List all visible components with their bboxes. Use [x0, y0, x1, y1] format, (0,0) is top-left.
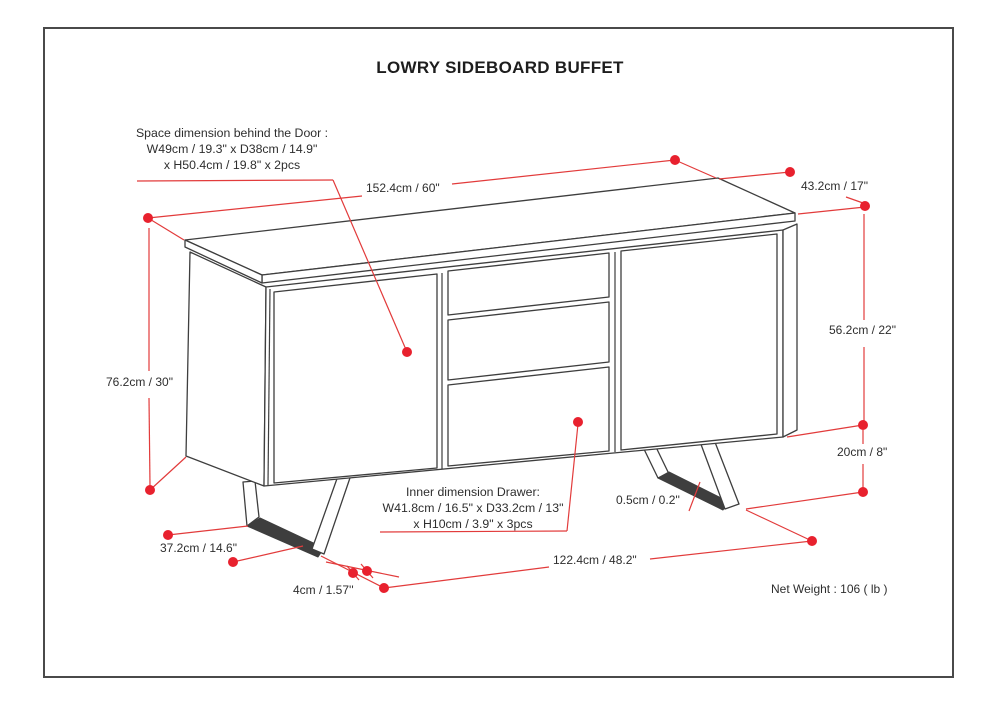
dim-leg-width: 4cm / 1.57'': [293, 583, 354, 597]
dim-overall-width: 152.4cm / 60": [366, 181, 440, 195]
drawer-inner-annotation: [378, 484, 568, 532]
left-door: [274, 274, 437, 483]
dim-overall-depth: 43.2cm / 17": [801, 179, 868, 193]
dim-leg-height: 20cm / 8": [837, 445, 888, 459]
drawer-inner-line2: W41.8cm / 16.5" x D33.2cm / 13": [382, 501, 564, 515]
door-space-line2: W49cm / 19.3" x D38cm / 14.9": [146, 142, 318, 156]
dim-leg-depth: 37.2cm / 14.6": [160, 541, 237, 555]
net-weight-label: Net Weight : 106 ( lb ): [771, 582, 888, 596]
right-door: [621, 234, 777, 450]
door-space-line1: Space dimension behind the Door :: [135, 126, 329, 140]
dim-cabinet-height: 56.2cm / 22": [829, 323, 896, 337]
door-space-line3: x H50.4cm / 19.8" x 2pcs: [163, 158, 301, 172]
drawer-inner-line3: x H10cm / 3.9" x 3pcs: [413, 517, 533, 531]
dim-leg-span: 122.4cm / 48.2": [553, 553, 637, 567]
dim-leg-thickness: 0.5cm / 0.2'': [616, 493, 680, 507]
door-space-annotation: [118, 125, 346, 173]
drawer-stack: [448, 253, 609, 466]
dim-overall-height: 76.2cm / 30": [106, 375, 173, 389]
drawer-inner-line1: Inner dimension Drawer:: [406, 485, 540, 499]
diagram-title: LOWRY SIDEBOARD BUFFET: [376, 58, 624, 77]
